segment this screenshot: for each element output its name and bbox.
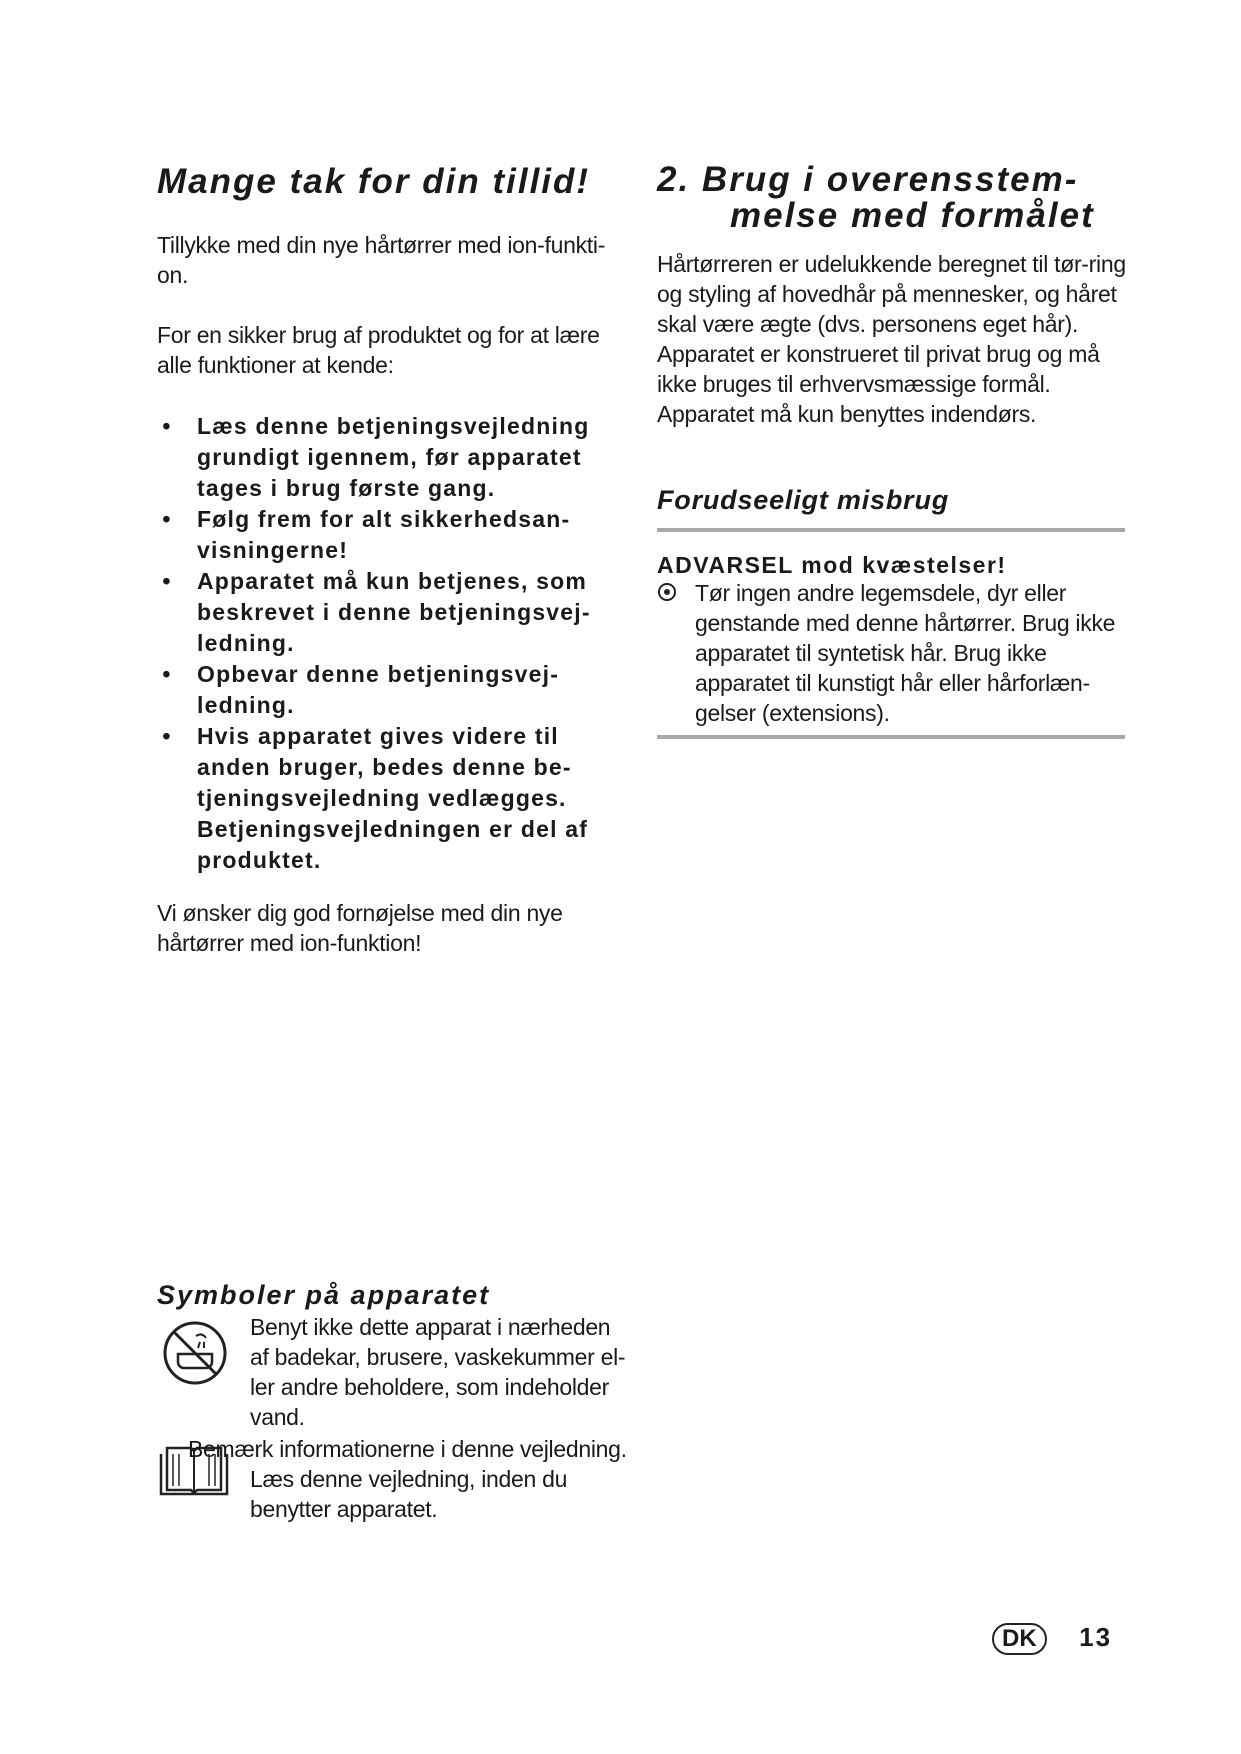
- intro-text-2: For en sikker brug af produktet og for at lære alle funktioner at kende:: [157, 322, 600, 378]
- private-use-paragraph: Apparatet er konstrueret til privat brug og må ikke bruges til erhvervsmæssige formål.: [657, 341, 1100, 397]
- list-item-text: Apparatet må kun betjenes, som beskrevet i denne betjeningsvej-ledning.: [197, 568, 591, 656]
- bullet-list: [157, 411, 627, 876]
- section-title-line2: melse med formålet: [730, 196, 1095, 235]
- intro-text: Tillykke med din nye hårtørrer med ion-funkti-on.: [157, 232, 606, 288]
- no-water-bath-icon: [160, 1320, 230, 1391]
- symbol-text-bath: Benyt ikke dette apparat i nærheden af badekar, brusere, vaskekummer el-ler andre beholdere, som indeholder vand.: [250, 1314, 626, 1430]
- indoor-paragraph: Apparatet må kun benyttes indendørs.: [657, 401, 1037, 427]
- warning-bullet-icon: [657, 582, 677, 607]
- divider: [657, 528, 1125, 532]
- list-item-text: Følg frem for alt sikkerhedsan-visningerne!: [197, 506, 571, 563]
- intro-paragraph: [157, 230, 627, 290]
- warning-text: Tør ingen andre legemsdele, dyr eller genstande med denne hårtørrer. Brug ikke apparatet til syntetisk hår. Brug ikke apparatet til kunstigt hår eller hårforlæn-gelser (extensions).: [695, 580, 1116, 726]
- usage-paragraph: Hårtørreren er udelukkende beregnet til tør-ring og styling af hovedhår på mennesker, og håret skal være ægte (dvs. personens eget hår).: [657, 251, 1126, 337]
- warning-title: ADVARSEL mod kvæstelser!: [657, 552, 1007, 578]
- symbol-description: [188, 1434, 628, 1524]
- list-item: • Opbevar denne betjeningsvej-ledning.: [157, 659, 627, 721]
- page-title: Mange tak for din tillid!: [157, 162, 591, 201]
- closing-paragraph: [157, 898, 627, 958]
- symbols-section: [157, 1278, 637, 1312]
- list-item: • Hvis apparatet gives videre til anden bruger, bedes denne be-tjeningsvejledning vedlægges. Betjeningsvejledningen er del af produktet.: [157, 721, 627, 876]
- symbol-description: [250, 1312, 630, 1432]
- section-title-line1: 2. Brug i overensstem-: [657, 160, 1079, 199]
- page-number: 13: [1079, 1622, 1113, 1652]
- misuse-subtitle: Forudseeligt misbrug: [657, 485, 950, 515]
- symbol-text-manual: Bemærk informationerne i denne vejledning. Læs denne vejledning, inden du benytter apparatet.: [188, 1436, 627, 1522]
- section-title: [657, 162, 1137, 234]
- list-item: • Læs denne betjeningsvejledning grundigt igennem, før apparatet tages i brug første gang.: [157, 411, 627, 504]
- intro-paragraph-2: [157, 320, 627, 380]
- page-footer: [992, 1622, 1112, 1655]
- list-item: • Følg frem for alt sikkerhedsan-visningerne!: [157, 504, 627, 566]
- left-column: [157, 160, 637, 204]
- list-item-text: Hvis apparatet gives videre til anden bruger, bedes denne be-tjeningsvejledning vedlægges. Betjeningsvejledningen er del af produktet.: [197, 723, 589, 873]
- right-paragraphs: [657, 249, 1127, 429]
- list-item-text: Opbevar denne betjeningsvej-ledning.: [197, 661, 560, 718]
- warning-text-block: [695, 578, 1127, 728]
- symbols-title: Symboler på apparatet: [157, 1280, 491, 1310]
- closing-text: Vi ønsker dig god fornøjelse med din nye hårtørrer med ion-funktion!: [157, 900, 563, 956]
- list-item: • Apparatet må kun betjenes, som beskrevet i denne betjeningsvej-ledning.: [157, 566, 627, 659]
- list-item-text: Læs denne betjeningsvejledning grundigt igennem, før apparatet tages i brug første gang.: [197, 413, 590, 501]
- country-badge: DK: [992, 1623, 1047, 1655]
- divider: [657, 735, 1125, 739]
